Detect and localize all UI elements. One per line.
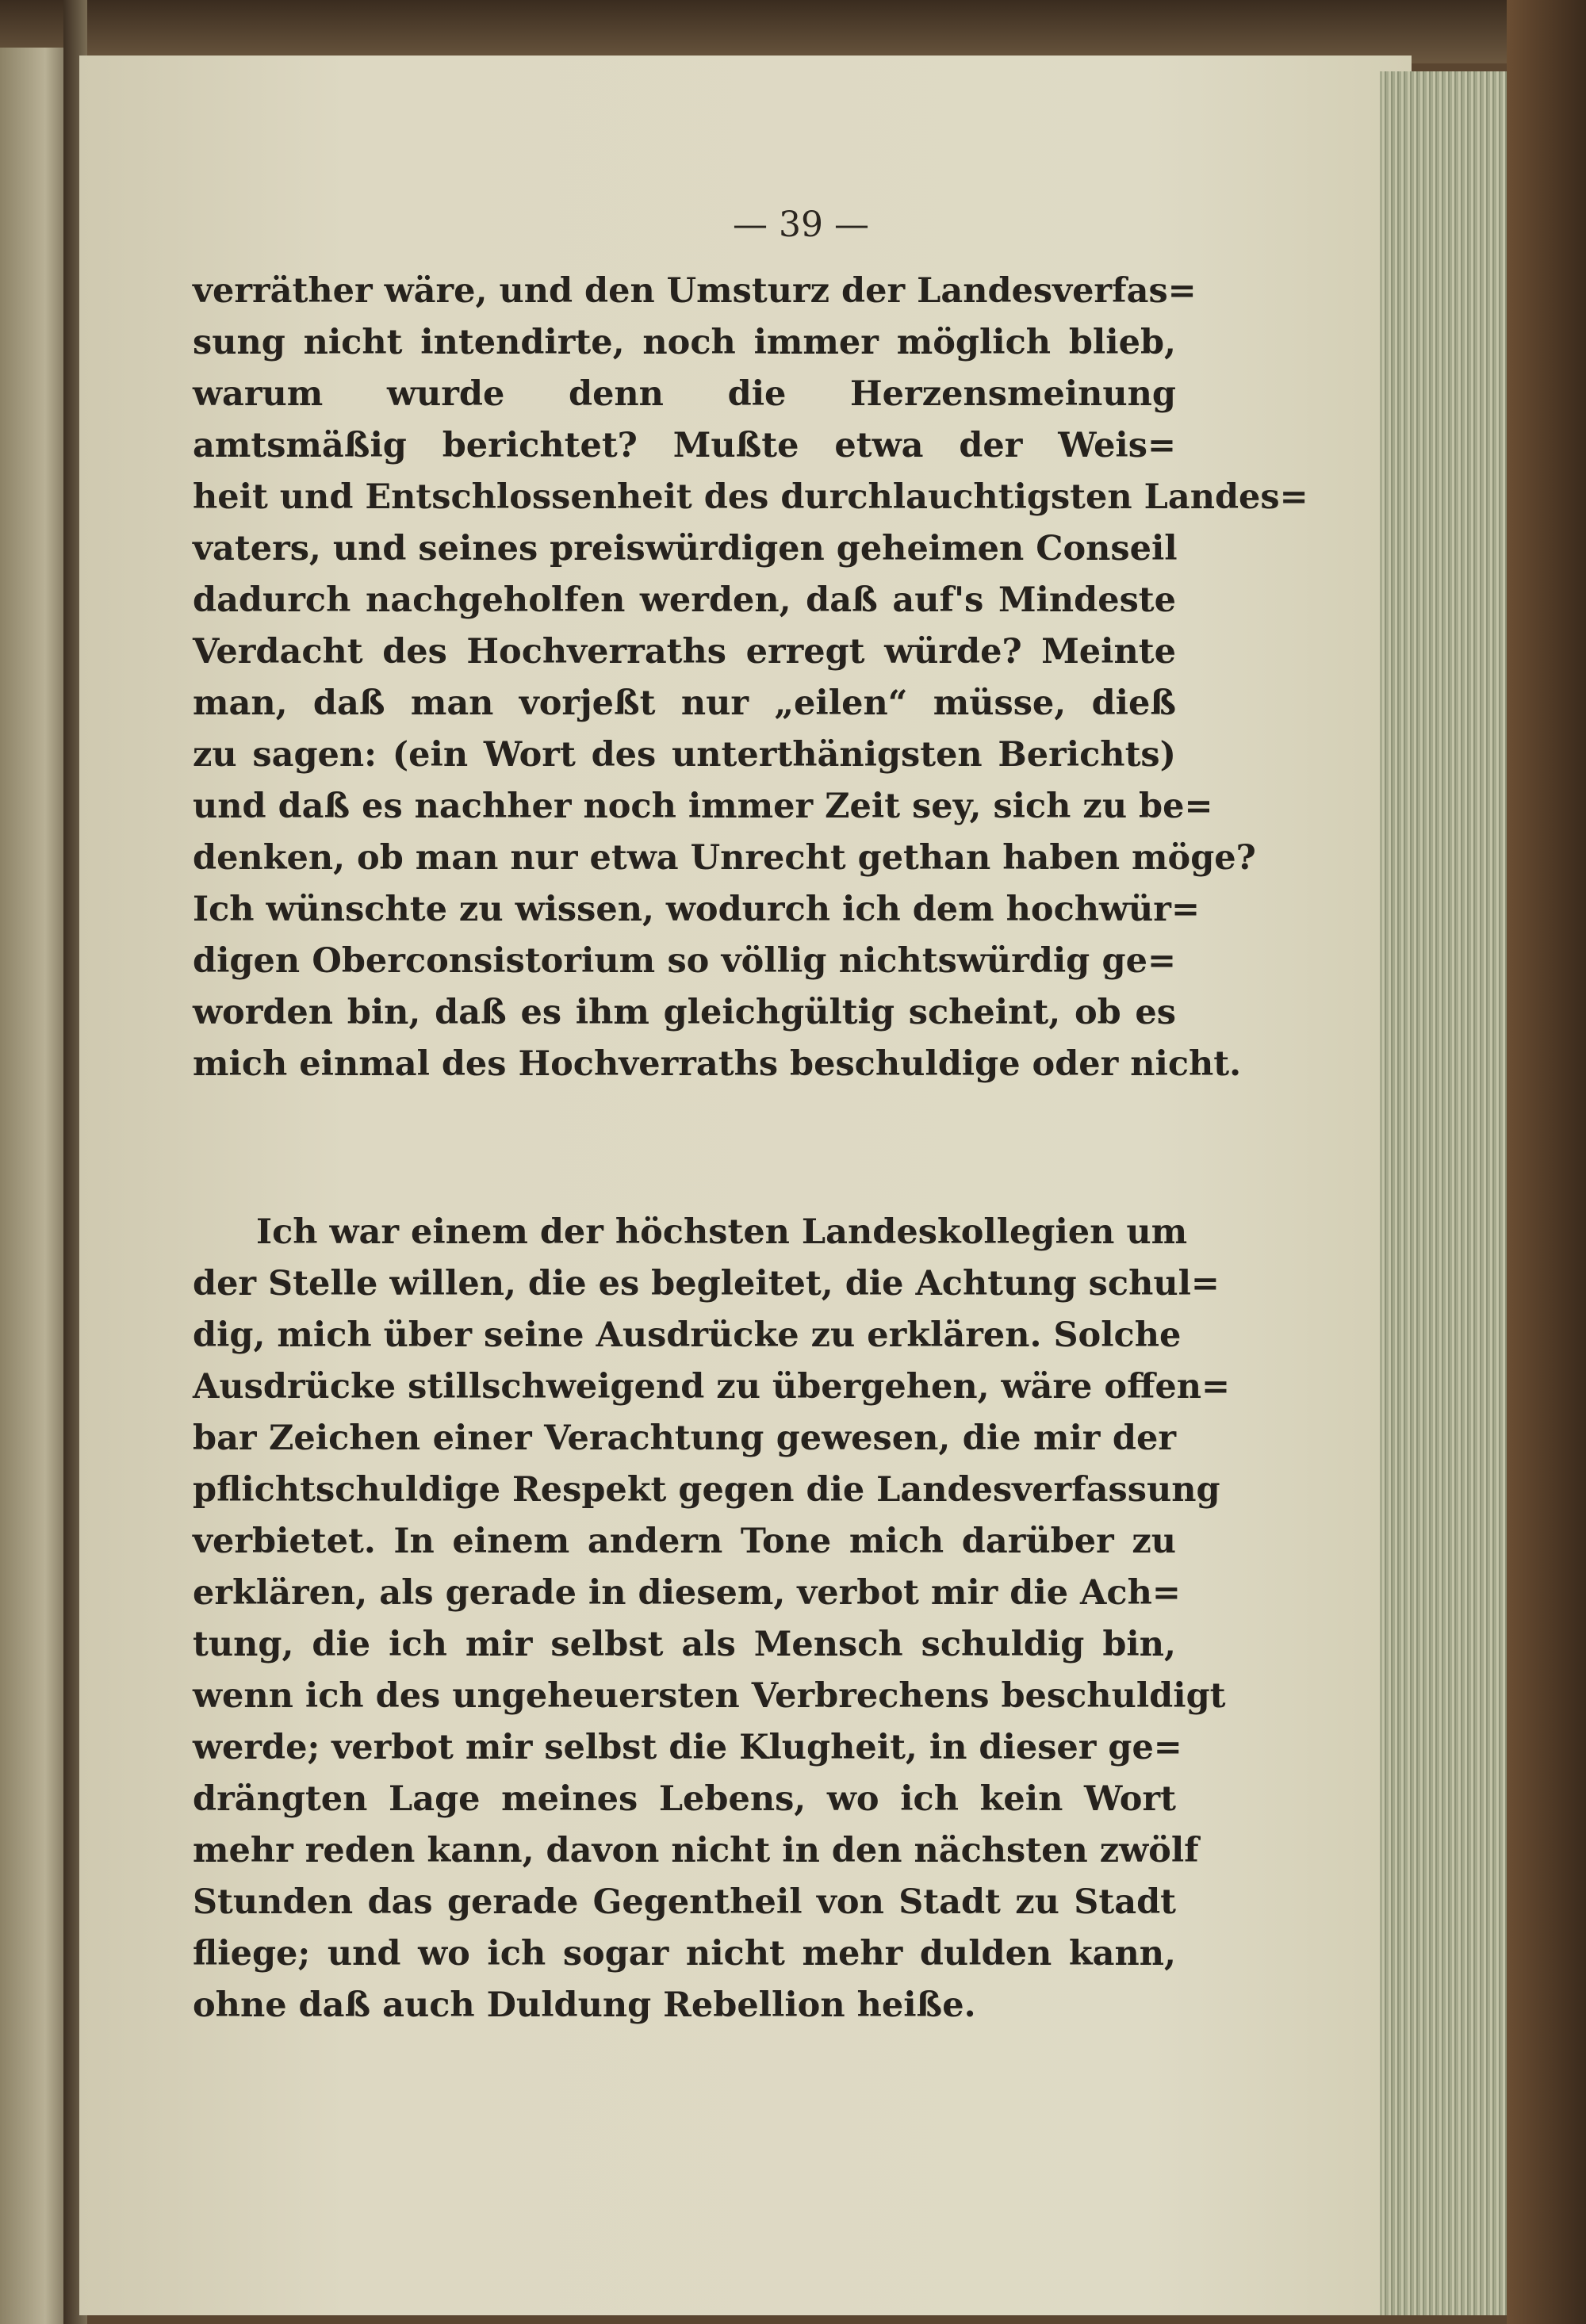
- page-number: [0, 205, 1586, 245]
- text-line: heit und Entschlossenheit des durchlauchtigsten Landes=: [193, 477, 1308, 517]
- text-line: und daß es nachher noch immer Zeit sey, sich zu be=: [193, 787, 1213, 826]
- scan-background-top: [0, 0, 1586, 63]
- text-line: man, daß man vorjeßt nur „eilen“ müsse, dieß: [193, 683, 1176, 723]
- text-line: fliege; und wo ich sogar nicht mehr dulden kann,: [193, 1934, 1176, 1974]
- text-line: pflichtschuldige Respekt gegen die Landesverfassung: [193, 1470, 1220, 1510]
- text-line: erklären, als gerade in diesem, verbot mir die Ach=: [193, 1573, 1181, 1613]
- text-line: ohne daß auch Duldung Rebellion heiße.: [193, 1985, 976, 2025]
- text-line: verräther wäre, und den Umsturz der Landesverfas=: [193, 271, 1197, 311]
- text-line: warum wurde denn die Herzensmeinung: [193, 374, 1176, 414]
- page-block-edge: [1380, 71, 1515, 2315]
- text-line: Verdacht des Hochverraths erregt würde? Meinte: [193, 632, 1176, 672]
- text-line: wenn ich des ungeheuersten Verbrechens beschuldigt: [193, 1676, 1226, 1716]
- text-line: amtsmäßig berichtet? Mußte etwa der Weis=: [193, 426, 1176, 465]
- text-line: bar Zeichen einer Verachtung gewesen, die mir der: [193, 1419, 1176, 1458]
- text-line: zu sagen: (ein Wort des unterthänigsten Berichts): [193, 735, 1176, 775]
- paragraph-1: [193, 266, 1308, 1090]
- text-line: verbietet. In einem andern Tone mich darüber zu: [193, 1522, 1176, 1561]
- text-line: Ich war einem der höchsten Landeskollegien um: [256, 1212, 1188, 1252]
- book-cover-edge: [1507, 0, 1586, 2324]
- text-line: sung nicht intendirte, noch immer möglich blieb,: [193, 323, 1176, 362]
- text-line: dig, mich über seine Ausdrücke zu erklären. Solche: [193, 1315, 1182, 1355]
- text-line: drängten Lage meines Lebens, wo ich kein Wort: [193, 1779, 1176, 1819]
- text-line: der Stelle willen, die es begleitet, die Achtung schul=: [193, 1264, 1220, 1304]
- text-line: Stunden das gerade Gegentheil von Stadt zu Stadt: [193, 1882, 1176, 1922]
- text-line: Ich wünschte zu wissen, wodurch ich dem hochwür=: [193, 890, 1200, 929]
- text-line: vaters, und seines preiswürdigen geheimen Conseil: [193, 529, 1178, 569]
- paragraph-2: [193, 1207, 1231, 2031]
- text-line: mehr reden kann, davon nicht in den nächsten zwölf: [193, 1831, 1199, 1870]
- text-line: digen Oberconsistorium so völlig nichtswürdig ge=: [193, 941, 1176, 981]
- text-line: Ausdrücke stillschweigend zu übergehen, wäre offen=: [193, 1367, 1231, 1407]
- text-line: dadurch nachgeholfen werden, daß auf's Mindeste: [193, 580, 1176, 620]
- text-line: worden bin, daß es ihm gleichgültig scheint, ob es: [193, 993, 1176, 1032]
- text-line: mich einmal des Hochverraths beschuldige oder nicht.: [193, 1044, 1242, 1084]
- text-line: werde; verbot mir selbst die Klugheit, in dieser ge=: [193, 1728, 1182, 1767]
- text-line: tung, die ich mir selbst als Mensch schuldig bin,: [193, 1625, 1176, 1664]
- page-number-text: — 39 —: [733, 205, 869, 245]
- text-line: denken, ob man nur etwa Unrecht gethan haben möge?: [193, 838, 1256, 878]
